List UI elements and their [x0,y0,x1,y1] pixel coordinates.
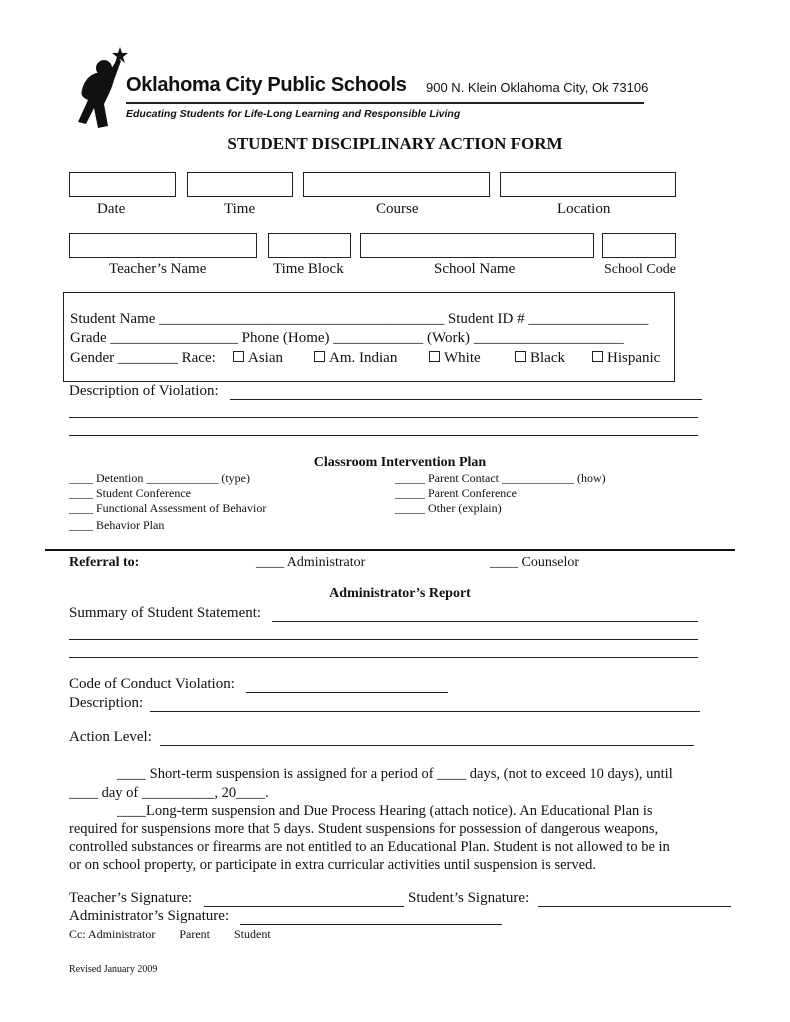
race-asian[interactable]: Asian [233,350,283,367]
school-code-label: School Code [604,262,676,277]
checkbox-icon[interactable] [515,351,526,362]
checkbox-icon[interactable] [429,351,440,362]
section-divider [45,549,735,551]
school-name-label: School Name [434,261,516,277]
code-of-conduct-line[interactable] [246,692,448,693]
form-title: STUDENT DISCIPLINARY ACTION FORM [227,134,563,153]
race-am-indian[interactable]: Am. Indian [314,350,397,367]
time-field[interactable] [187,172,293,197]
summary-line[interactable] [69,657,698,658]
school-name-field[interactable] [360,233,594,258]
location-label: Location [557,201,611,217]
intervention-title: Classroom Intervention Plan [313,455,487,470]
teacher-name-label: Teacher’s Name [109,261,207,277]
violation-label: Description of Violation: [69,383,219,399]
short-term-suspension: ____ Short-term suspension is assigned for a period of ____ days, (not to exceed 10 days), until [117,766,673,782]
checkbox-icon[interactable] [314,351,325,362]
teacher-signature-label: Teacher’s Signature: [69,890,193,906]
school-address: 900 N. Klein Oklahoma City, Ok 73106 [426,80,649,95]
date-field[interactable] [69,172,176,197]
summary-line[interactable] [69,639,698,640]
teacher-signature-line[interactable] [204,906,404,907]
revised-date: Revised January 2009 [69,964,158,975]
admin-report-title: Administrator’s Report [329,586,471,601]
intervention-item[interactable]: _____ Other (explain) [395,501,502,515]
violation-line[interactable] [69,417,698,418]
intervention-item[interactable]: ____ Student Conference [69,486,191,500]
administrator-signature-label: Administrator’s Signature: [69,908,230,924]
time-block-label: Time Block [273,261,344,277]
suspension-policy: or on school property, or participate in extra curricular activities until suspension is served. [69,857,596,873]
referral-counselor[interactable]: ____ Counselor [490,555,580,570]
suspension-policy: controlled substances or firearms are not entitled to an Educational Plan. Student is not allowed to be in [69,839,670,855]
date-label: Date [97,201,126,217]
school-code-field[interactable] [602,233,676,258]
checkbox-icon[interactable] [233,351,244,362]
time-label: Time [224,201,256,217]
school-logo-figure [74,44,130,130]
time-block-field[interactable] [268,233,351,258]
student-signature-label: Student’s Signature: [408,890,530,906]
code-of-conduct-label: Code of Conduct Violation: [69,676,235,692]
description-line[interactable] [150,711,700,712]
header-rule [126,102,644,104]
intervention-item[interactable]: _____ Parent Contact ____________ (how) [395,471,606,485]
referral-label: Referral to: [69,555,140,570]
grade-phone-line[interactable]: Grade _________________ Phone (Home) ____________ (Work) ____________________ [70,330,624,346]
teacher-name-field[interactable] [69,233,257,258]
cc-list: Cc: Administrator Parent Student [69,927,271,941]
student-name-line[interactable]: Student Name ______________________________________ Student ID # ________________ [70,311,649,327]
suspension-policy: required for suspensions more that 5 days. Student suspensions for possession of dangerous weapons, [69,821,659,837]
violation-line[interactable] [69,435,698,436]
intervention-item[interactable]: _____ Parent Conference [395,486,517,500]
school-name: Oklahoma City Public Schools [126,74,407,96]
gender-label: Gender ________ Race: [70,350,216,366]
gender-race-line[interactable] [70,350,216,367]
description-label: Description: [69,695,144,711]
short-term-suspension-date: ____ day of __________, 20____. [69,785,269,801]
referral-administrator[interactable]: ____ Administrator [256,555,366,570]
student-signature-line[interactable] [538,906,731,907]
action-level-line[interactable] [160,745,694,746]
race-white[interactable]: White [429,350,481,367]
violation-line[interactable] [230,399,702,400]
location-field[interactable] [500,172,676,197]
school-slogan: Educating Students for Life-Long Learning and Responsible Living [126,108,461,120]
race-hispanic[interactable]: Hispanic [592,350,660,367]
intervention-item[interactable]: ____ Functional Assessment of Behavior [69,501,267,515]
course-field[interactable] [303,172,490,197]
summary-label: Summary of Student Statement: [69,605,262,621]
race-black[interactable]: Black [515,350,565,367]
action-level-label: Action Level: [69,729,152,745]
checkbox-icon[interactable] [592,351,603,362]
intervention-item[interactable]: ____ Detention ____________ (type) [69,471,250,485]
summary-line[interactable] [272,621,698,622]
course-label: Course [376,201,419,217]
administrator-signature-line[interactable] [240,924,502,925]
intervention-item[interactable]: ____ Behavior Plan [69,518,165,532]
long-term-suspension: ____Long-term suspension and Due Process Hearing (attach notice). An Educational Plan is [117,803,653,819]
